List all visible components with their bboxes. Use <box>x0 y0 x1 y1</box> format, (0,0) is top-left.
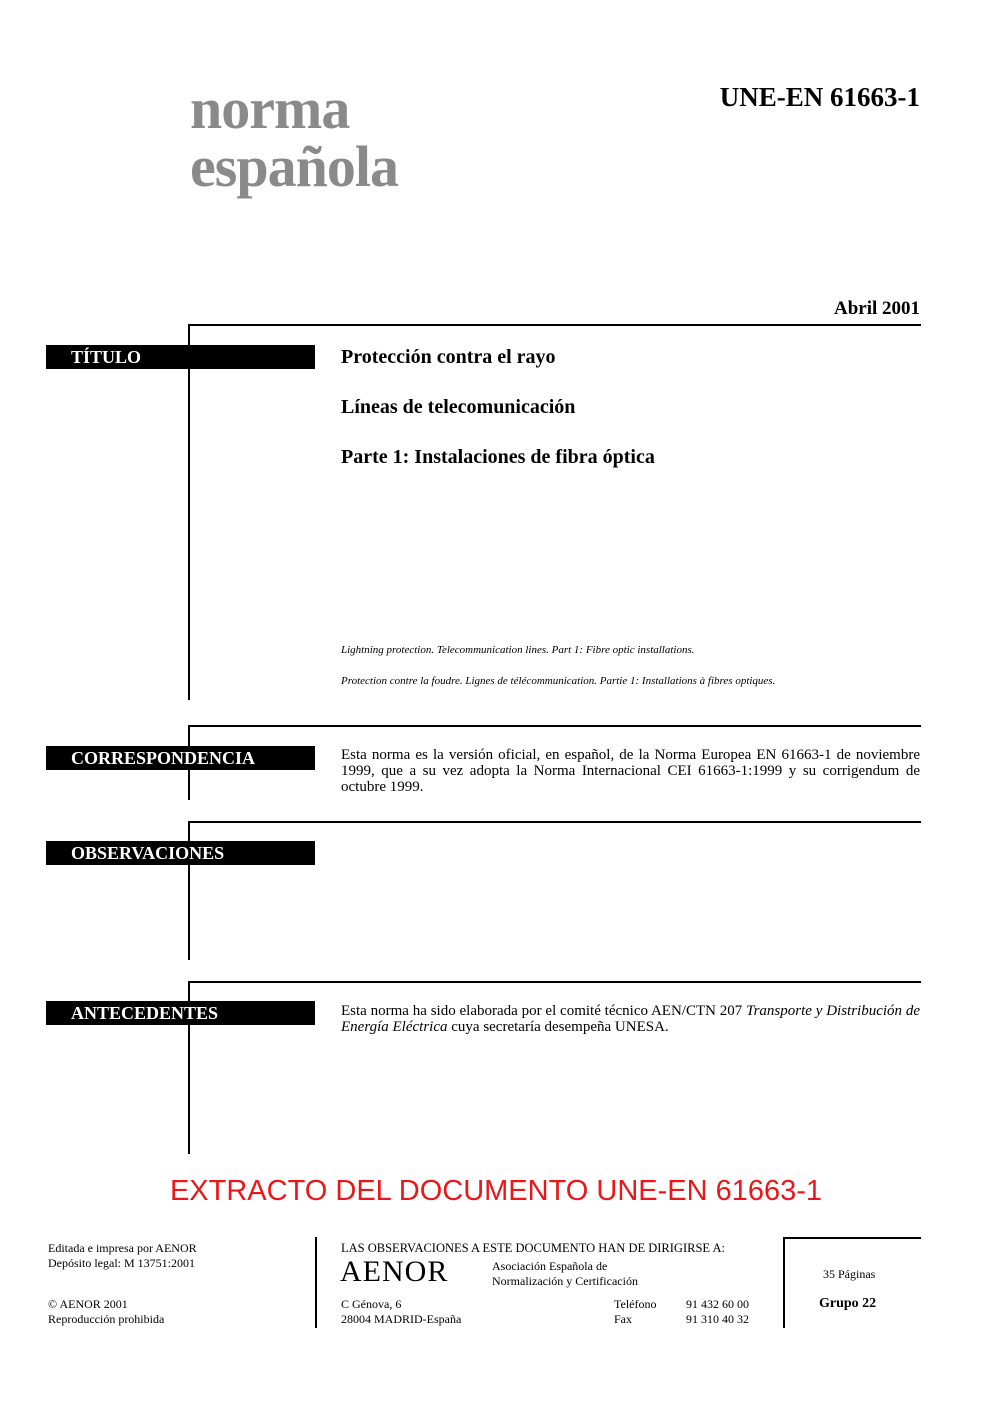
title-line-3: Parte 1: Instalaciones de fibra óptica <box>341 446 655 468</box>
association-line-2: Normalización y Certificación <box>492 1274 638 1288</box>
title-line-2: Líneas de telecomunicación <box>341 396 576 418</box>
footer-address <box>341 1297 461 1327</box>
footer-copyright: © AENOR 2001 <box>48 1297 128 1311</box>
section-divider-antecedentes <box>188 981 921 983</box>
brand-line-1: norma <box>190 76 350 141</box>
footer-deposit: Depósito legal: M 13751:2001 <box>48 1256 195 1270</box>
footer-divider-left <box>315 1237 317 1328</box>
title-line-1: Protección contra el rayo <box>341 346 556 368</box>
fax-label: Fax <box>614 1312 632 1326</box>
footer-left-bottom <box>48 1297 164 1327</box>
footer-edited: Editada e impresa por AENOR <box>48 1241 197 1255</box>
phone-value: 91 432 60 00 <box>686 1297 749 1311</box>
footer-box-top <box>783 1237 921 1239</box>
footer-contact-labels <box>614 1297 656 1327</box>
footer-contact-values <box>686 1297 749 1327</box>
label-observaciones: OBSERVACIONES <box>46 841 315 865</box>
brand-title <box>190 76 398 199</box>
address-line-1: C Génova, 6 <box>341 1297 402 1311</box>
section-divider-correspondencia <box>188 725 921 727</box>
fax-value: 91 310 40 32 <box>686 1312 749 1326</box>
association-line-1: Asociación Española de <box>492 1259 608 1273</box>
correspondencia-text: Esta norma es la versión oficial, en español, de la Norma Europea EN 61663-1 de noviembre 1999, que a su vez adopta la Norma Internacional CEI 61663-1:1999 y su corrigendum de octubre 1999. <box>341 747 920 795</box>
address-line-2: 28004 MADRID-España <box>341 1312 462 1326</box>
aenor-association <box>492 1259 638 1289</box>
section-divider-observaciones <box>188 821 921 823</box>
label-correspondencia: CORRESPONDENCIA <box>46 746 315 770</box>
standard-code: UNE-EN 61663-1 <box>719 82 920 112</box>
publication-date: Abril 2001 <box>833 298 920 319</box>
phone-label: Teléfono <box>614 1297 657 1311</box>
page-count: 35 Páginas <box>823 1267 876 1281</box>
antecedentes-committee-name: Transporte y Distribución de Energía Eléctrica <box>341 1003 920 1035</box>
footer-reproduction: Reproducción prohibida <box>48 1312 165 1326</box>
title-english: Lightning protection. Telecommunication lines. Part 1: Fibre optic installations. <box>341 644 695 656</box>
title-french: Protection contre la foudre. Lignes de télécommunication. Partie 1: Installations à fibres optiques. <box>341 675 776 687</box>
extract-watermark: EXTRACTO DEL DOCUMENTO UNE-EN 61663-1 <box>169 1175 823 1207</box>
antecedentes-text-part2: cuya secretaría desempeña UNESA. <box>447 1019 669 1035</box>
footer-divider-right <box>783 1237 785 1328</box>
label-antecedentes: ANTECEDENTES <box>46 1001 315 1025</box>
section-vline-titulo <box>188 324 190 700</box>
aenor-logo: AENOR <box>340 1255 449 1288</box>
footer-left-top <box>48 1241 197 1271</box>
antecedentes-text-part1: Esta norma ha sido elaborada por el comité técnico AEN/CTN 207 <box>341 1003 747 1019</box>
antecedentes-text <box>341 1003 920 1035</box>
label-titulo: TÍTULO <box>46 345 315 369</box>
brand-line-2: española <box>190 134 398 199</box>
section-divider-titulo <box>188 324 921 326</box>
price-group: Grupo 22 <box>819 1296 877 1311</box>
footer-observations-heading: LAS OBSERVACIONES A ESTE DOCUMENTO HAN DE DIRIGIRSE A: <box>341 1241 725 1255</box>
